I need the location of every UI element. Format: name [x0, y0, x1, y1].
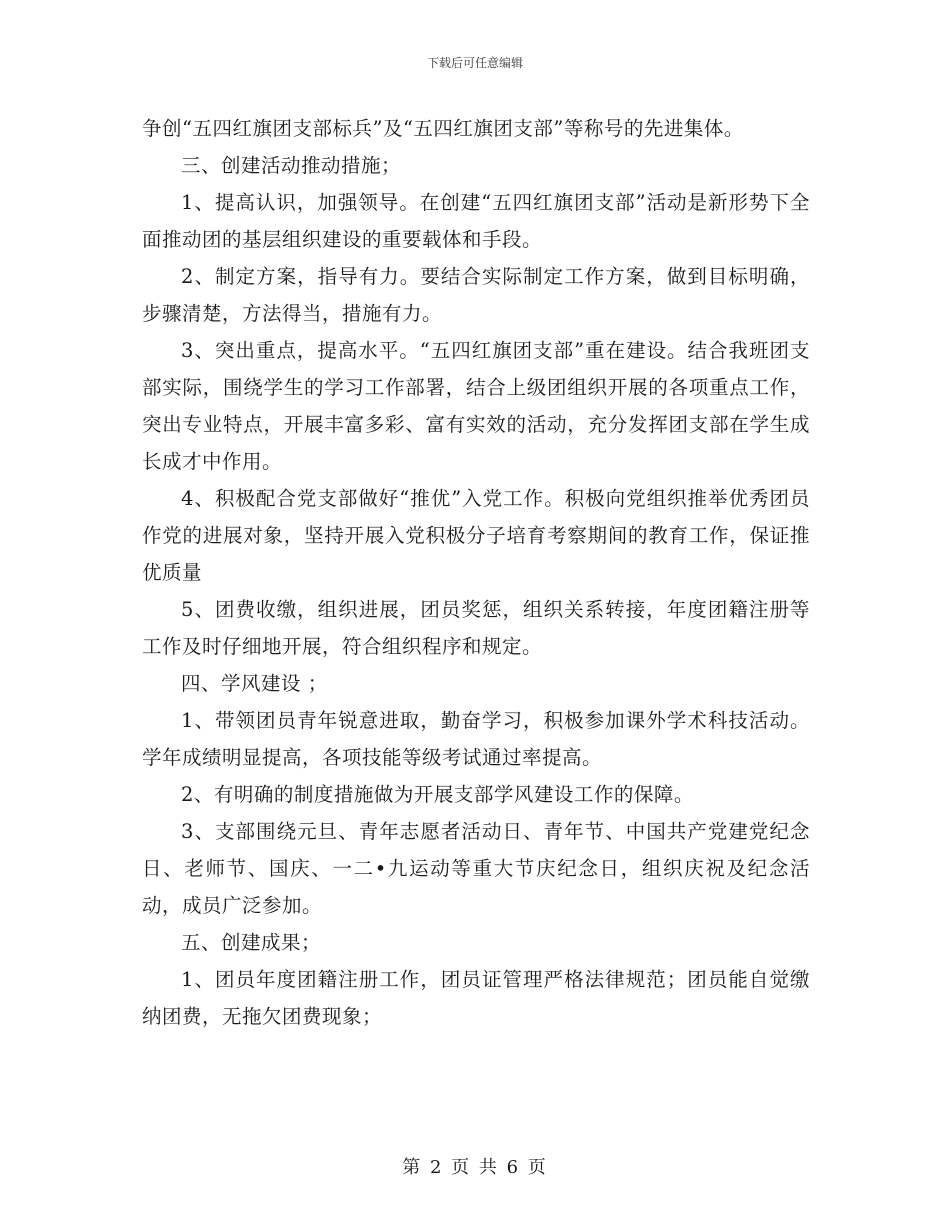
list-item-4-1: 1、带领团员青年锐意进取，勤奋学习，积极参加课外学术科技活动。学年成绩明显提高，各项技能等级考试通过率提高。 [142, 709, 810, 769]
page-number-footer: 第 2 页 共 6 页 [402, 1157, 548, 1178]
section-heading-5: 五、创建成果； [181, 931, 322, 954]
section-heading-3: 三、创建活动推动措施； [181, 154, 402, 177]
list-item-3-5: 5、团费收缴，组织进展，团员奖惩，组织关系转接，年度团籍注册等工作及时仔细地开展，符合组织程序和规定。 [142, 598, 810, 658]
paragraph-continued: 争创“五四红旗团支部标兵”及“五四红旗团支部”等称号的先进集体。 [142, 117, 744, 140]
document-body [142, 110, 810, 1035]
section-heading-4: 四、学风建设 ； [181, 672, 328, 695]
list-item-3-2: 2、制定方案，指导有力。要结合实际制定工作方案，做到目标明确，步骤清楚，方法得当，措施有力。 [142, 265, 810, 325]
list-item-3-1: 1、提高认识，加强领导。在创建“五四红旗团支部”活动是新形势下全面推动团的基层组织建设的重要载体和手段。 [142, 191, 810, 251]
list-item-5-1: 1、团员年度团籍注册工作，团员证管理严格法律规范；团员能自觉缴纳团费，无拖欠团费现象； [142, 968, 810, 1028]
list-item-3-4: 4、积极配合党支部做好“推优”入党工作。积极向党组织推举优秀团员作党的进展对象，坚持开展入党积极分子培育考察期间的教育工作，保证推优质量 [142, 487, 810, 584]
page-header: 下载后可任意编辑 [426, 56, 523, 70]
list-item-3-3: 3、突出重点，提高水平。“五四红旗团支部”重在建设。结合我班团支部实际，围绕学生的学习工作部署，结合上级团组织开展的各项重点工作，突出专业特点，开展丰富多彩、富有实效的活动，充分发挥团支部在学生成长成才中作用。 [142, 339, 810, 473]
list-item-4-2: 2、有明确的制度措施做为开展支部学风建设工作的保障。 [181, 783, 694, 806]
list-item-4-3: 3、支部围绕元旦、青年志愿者活动日、青年节、中国共产党建党纪念日、老师节、国庆、一二•九运动等重大节庆纪念日，组织庆祝及纪念活动，成员广泛参加。 [142, 820, 810, 917]
